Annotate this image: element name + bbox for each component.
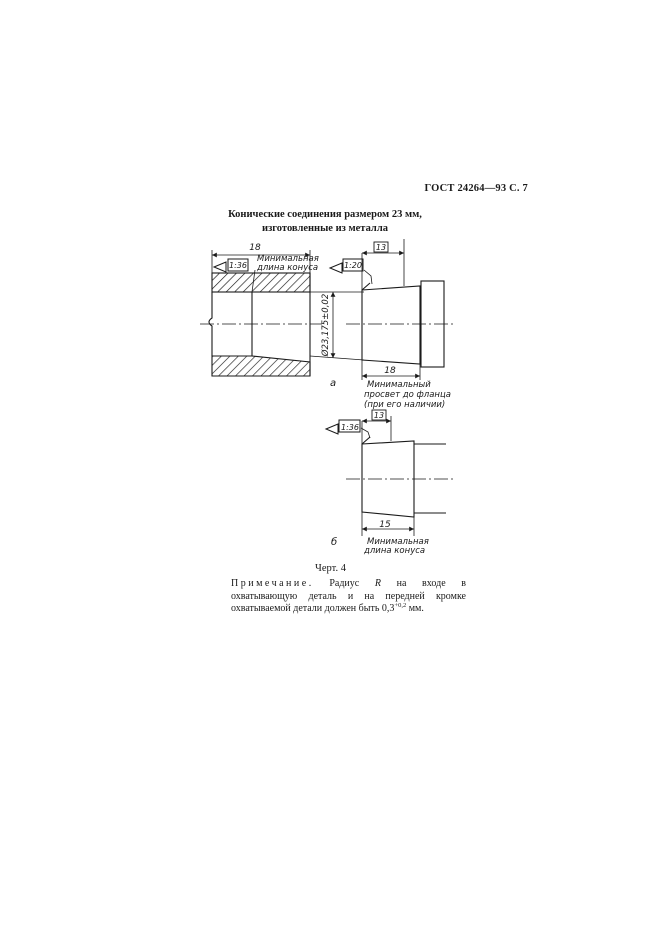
note-paragraph (231, 578, 466, 616)
socket-length-dim: 18 (249, 243, 261, 253)
socket-taper-value: 1:36 (229, 261, 247, 270)
plug-dim-bottom-a: 18 (384, 366, 396, 376)
note-superscript: +0,2 (394, 602, 407, 609)
note-symbol: R (374, 578, 381, 589)
plug-dim-bottom-b: 15 (379, 520, 391, 530)
plug-taper-value-a: 1:20 (344, 261, 362, 270)
figure-title-line-2: изготовленные из металла (262, 223, 388, 234)
b-min-cone-line-1: Минимальная (367, 537, 429, 547)
diameter-dim: Ø23,175±0,02 (321, 293, 331, 357)
clearance-line-1: Минимальный (367, 380, 431, 390)
plug-b-taper-symbol (326, 424, 338, 434)
note-unit: мм. (408, 603, 424, 614)
view-a-diameter-dimension (310, 292, 364, 360)
socket-taper-symbol (214, 262, 226, 272)
clearance-line-2: просвет до фланца (364, 390, 451, 400)
socket-min-cone-line-2: длина конуса (257, 263, 319, 273)
plug-dim-top-b: 13 (373, 411, 385, 420)
clearance-line-3: (при его наличии) (364, 400, 446, 410)
plug-dim-top-a: 13 (375, 243, 387, 252)
note-text-before: Радиус (329, 578, 360, 589)
socket-hatch-bottom (212, 356, 310, 376)
figure-title-line-1: Конические соединения размером 23 мм, (228, 209, 422, 220)
note-label: Примечание. (231, 578, 314, 589)
socket-hatch-top (212, 273, 310, 292)
b-min-cone-line-2: длина конуса (364, 546, 426, 556)
figure-caption: Черт. 4 (315, 563, 346, 574)
note-text-after: на входе в охватывающую деталь и на передней кромке охватываемой детали должен быть 0,3 (231, 578, 466, 614)
document-header: ГОСТ 24264—93 С. 7 (424, 183, 528, 194)
socket-min-cone-line-1: Минимальная (257, 254, 319, 264)
plug-taper-value-b: 1:36 (341, 423, 359, 432)
plug-taper-symbol (330, 263, 342, 273)
view-a-label: а (330, 378, 337, 389)
view-b-label: б (331, 537, 338, 548)
